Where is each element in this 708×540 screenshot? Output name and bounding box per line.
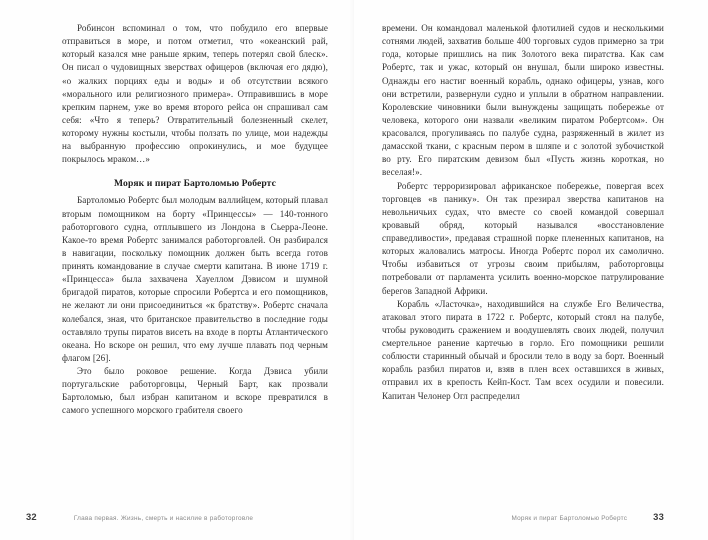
page-right	[354, 0, 708, 540]
text-column-left	[62, 22, 328, 418]
paragraph: Корабль «Ласточка», находившийся на службе Его Величества, атаковал этого пирата в 1722 г. Робертс, который стоял на палубе, чтобы руководить сражением и воодушевлять своих людей, получил смертельное ранение картечью в горло. Его помощники решили соблюсти старинный обычай и бросили тело в воду за борт. Военный корабль разбил пиратов и, взяв в плен всех оставшихся в живых, отправил их в крепость Кейп-Кост. Там всех осудили и повесили. Капитан Челонер Огл распределил	[382, 298, 664, 401]
folio-number: 32	[26, 511, 37, 522]
text-column-right	[382, 22, 664, 403]
page-footer-right	[382, 511, 664, 522]
running-head: Глава первая. Жизнь, смерть и насилие в работорговле	[73, 515, 254, 522]
paragraph: Робертс терроризировал африканское побережье, повергая всех торговцев «в панику». Он так презирал зверства капитанов на невольничьих судах, что вместе со своей командой совершал кровавый обряд, который назывался «восстановление справедливости», предавая страшной порке пленeнных капитанов, на которых жаловались матросы. Иногда Робертс порол их самолично. Чтобы избавиться от угрозы своим прибылям, работорговцы потребовали от парламента усилить военно-морское патрулирование берегов Западной Африки.	[382, 180, 664, 296]
page-footer-left	[26, 511, 328, 522]
folio-number: 33	[653, 511, 664, 522]
section-heading: Моряк и пират Бартоломью Робертс	[114, 178, 276, 190]
paragraph: Робинсон вспоминал о том, что побудило его впервые отправиться в море, и потом отметил, что «океанский рай, который казался мне раньше ярким, теперь потерял свой блеск». Он писал о чудовищных зверствах офицеров (включая его дядю), «о жалких порциях еды и воды» и об отсутствии всякого «морального или религиозного примера». Отправившись в море крепким парнем, уже во время второго рейса он спрашивал сам себя: «Что я теперь? Отвратительный болезненный скелет, которому нужны костыли, чтобы ползать по улице, мои надежды на выбранную профессию опрокинулись, и мое будущее покрылось мраком…»	[62, 23, 328, 165]
running-head: Моряк и пират Бартоломью Робертс	[511, 515, 628, 522]
paragraph: Бартоломью Робертс был молодым валлийцем, который плавал вторым помощником на борту «Принцессы» — 140-тонного работоргового судна, отплывшего из Лондона в Сьерра-Леоне. Какое-то время Робертс занимался работорговлей. Он разбирался в навигации, поскольку помощник должен быть всегда готов принять командование в случае смерти капитана. В июне 1719 г. «Принцесса» была захвачена Хауеллом Дэвисом и шумной бригадой пиратов, которые спросили Робертса и его помощников, не желают ли они присоединиться «к братству». Робертс сначала колебался, зная, что британское правительство в последние годы оставляло трупы пиратов висеть на входе в порты Атлантического океана. Но вскоре он решил, что ему лучше плавать под черным флагом [26].	[62, 195, 328, 363]
paragraph: времени. Он командовал маленькой флотилией судов и несколькими сотнями людей, захватив больше 400 торговых судов примерно за три года, которые пришлись на пик Золотого века пиратства. Как сам Робертс, так и ужас, который он внушал, были широко известны. Однажды его настиг военный корабль, однако офицеры, узнав, кого они встретили, развернули судно и уплыли в обратном направлении. Королевские чиновники были вынуждены защищать побережье от человека, которого они назвали «великим пиратом Робертсом». Он красовался, прогуливаясь по палубе судна, разряженный в жилет из дамасской ткани, с красным пером в шляпе и с золотой зубочисткой во рту. Его пиратским девизом был «Пусть жизнь короткая, но веселая!».	[382, 23, 664, 178]
paragraph: Это было роковое решение. Когда Дэвиса убили португальские работорговцы, Черный Барт, как прозвали Бартоломью, был избран капитаном и вскоре превратился в самого успешного морского грабителя своего	[62, 366, 328, 416]
